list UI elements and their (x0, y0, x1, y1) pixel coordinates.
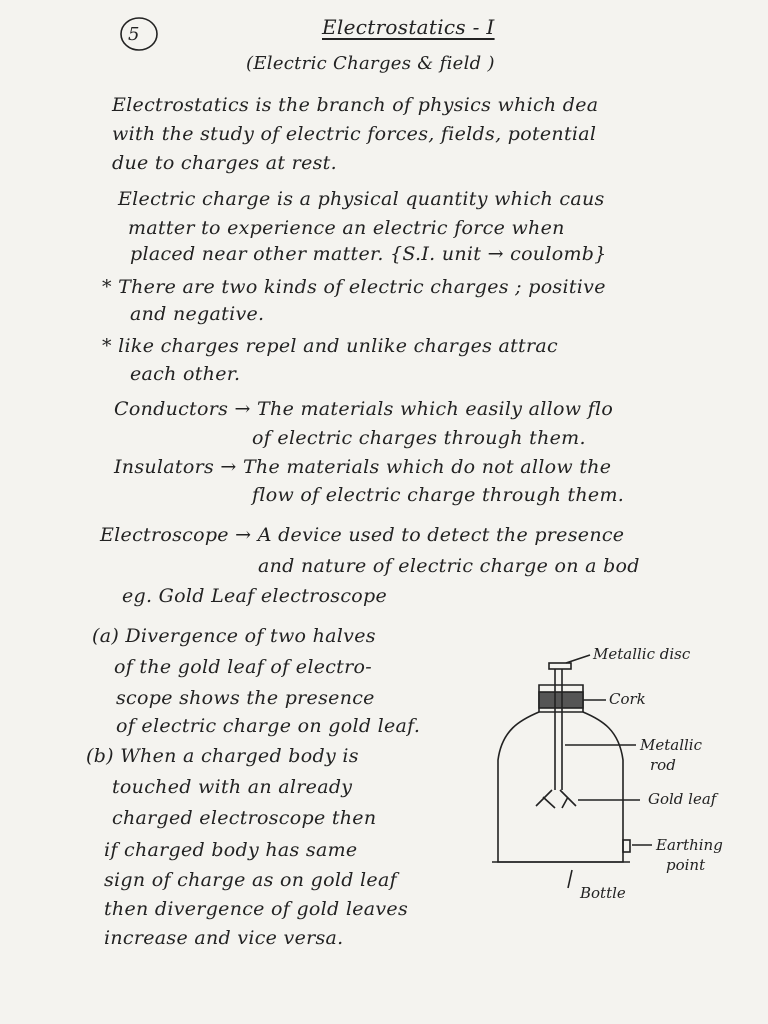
text-line: * like charges repel and unlike charges attrac (102, 335, 558, 357)
label-gold-leaf: Gold leaf (648, 790, 717, 808)
text-line: Electric charge is a physical quantity which caus (118, 188, 605, 210)
text-line: sign of charge as on gold leaf (104, 869, 397, 891)
text-line: (a) Divergence of two halves (92, 625, 376, 647)
text-line: placed near other matter. {S.I. unit → coulomb} (130, 243, 607, 265)
text-line: Electrostatics is the branch of physics which dea (112, 94, 599, 116)
text-line: of the gold leaf of electro- (114, 656, 372, 678)
text-line: then divergence of gold leaves (104, 898, 409, 920)
label-earthing-2: point (666, 856, 706, 874)
text-line: eg. Gold Leaf electroscope (122, 585, 388, 607)
text-line: scope shows the presence (116, 687, 375, 709)
page-title: Electrostatics - I (322, 15, 495, 39)
cork-hatching (539, 692, 583, 708)
text-line: (b) When a charged body is (86, 745, 359, 767)
page-number: 5 (128, 24, 140, 45)
arrow-bottle (568, 870, 572, 888)
text-line: with the study of electric forces, fields, potential (112, 123, 597, 145)
text-line: charged electroscope then (112, 807, 377, 829)
text-line: matter to experience an electric force when (128, 217, 565, 239)
gold-leaves (536, 790, 576, 808)
label-earthing-1: Earthing (656, 836, 723, 854)
text-line: touched with an already (112, 776, 353, 798)
text-line: Conductors → The materials which easily allow flo (114, 398, 614, 420)
metallic-disc (549, 663, 571, 669)
text-line: if charged body has same (104, 839, 358, 861)
label-cork: Cork (609, 690, 646, 708)
text-line: of electric charge on gold leaf. (116, 715, 421, 737)
label-metallic-rod-1: Metallic (640, 736, 702, 754)
text-line: each other. (130, 363, 241, 385)
text-line: Electroscope → A device used to detect the presence (100, 524, 625, 546)
bottle-body (498, 712, 623, 862)
text-line: flow of electric charge through them. (252, 484, 625, 506)
arrow-disc (566, 655, 590, 663)
text-line: of electric charges through them. (252, 427, 586, 449)
text-line: and negative. (130, 303, 265, 325)
label-metallic-disc: Metallic disc (593, 645, 691, 663)
text-line: due to charges at rest. (112, 152, 337, 174)
label-bottle: Bottle (580, 884, 626, 902)
page-subtitle: (Electric Charges & field ) (246, 53, 495, 74)
text-line: increase and vice versa. (104, 927, 344, 949)
text-line: * There are two kinds of electric charges ; positive (102, 276, 606, 298)
label-metallic-rod-2: rod (650, 756, 676, 774)
text-line: Insulators → The materials which do not allow the (114, 456, 612, 478)
earthing-point (623, 840, 630, 852)
text-line: and nature of electric charge on a bod (258, 555, 640, 577)
